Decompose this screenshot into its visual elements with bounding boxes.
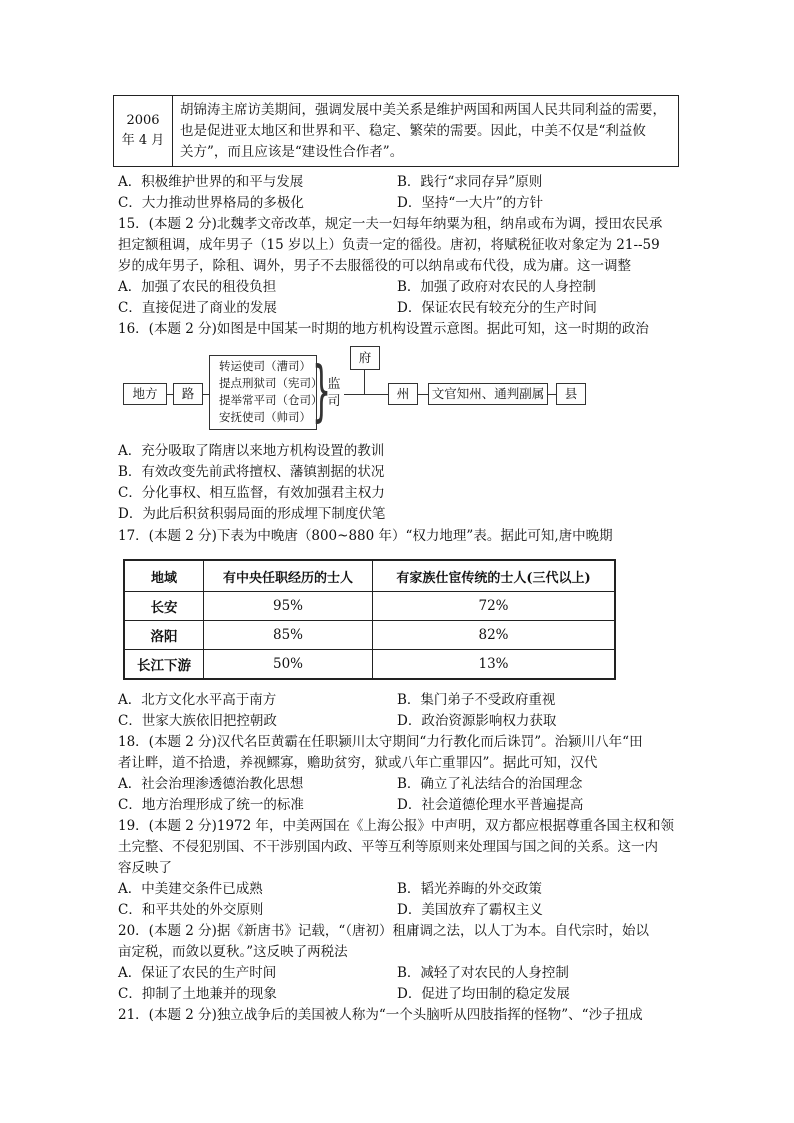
option-b: B．有效改变先前武将擅权、藩镇割据的状况 bbox=[118, 464, 385, 480]
option-b: B．韬光养晦的外交政策 bbox=[397, 881, 542, 897]
table-header: 地域 bbox=[124, 560, 204, 592]
office-zhuanyun: 转运使司（漕司） bbox=[219, 359, 311, 373]
date-cell bbox=[114, 96, 173, 166]
option-c: C．分化事权、相互监督，有效加强君主权力 bbox=[118, 485, 385, 501]
table-row bbox=[124, 621, 615, 650]
option-d: D．保证农民有较充分的生产时间 bbox=[397, 300, 597, 316]
table-row bbox=[124, 650, 615, 680]
option-a: A．中美建交条件已成熟 bbox=[118, 881, 263, 897]
question-stem: 岁的成年男子，除租、调外，男子不去服徭役的可以纳帛或布代役，成为庸。这一调整 bbox=[118, 258, 631, 274]
question-stem: 担定额租调，成年男子（15 岁以上）负责一定的徭役。唐初，将赋税征收对象定为 21--59 bbox=[118, 237, 660, 253]
option-a: A．北方文化水平高于南方 bbox=[118, 692, 277, 708]
option-d: D．政治资源影响权力获取 bbox=[397, 713, 557, 729]
box-difang: 地方 bbox=[123, 383, 167, 405]
power-geography-table bbox=[123, 559, 616, 680]
option-a: A．社会治理渗透德治教化思想 bbox=[118, 776, 304, 792]
date-month: 年 4 月 bbox=[121, 133, 165, 148]
box-fu: 府 bbox=[350, 346, 380, 370]
table-cell: 82% bbox=[373, 621, 616, 650]
question-stem: 亩定税，而敛以夏秋。”这反映了两税法 bbox=[118, 944, 348, 960]
table-header: 有中央任职经历的士人 bbox=[204, 560, 373, 592]
option-a: A．积极维护世界的和平与发展 bbox=[118, 174, 304, 190]
connector bbox=[364, 370, 365, 394]
question-stem: 容反映了 bbox=[118, 860, 172, 876]
option-c: C．抑制了土地兼并的现象 bbox=[118, 986, 277, 1002]
table-header: 有家族仕宦传统的士人(三代以上) bbox=[373, 560, 616, 592]
question-stem: 17．(本题 2 分)下表为中晚唐（800~880 年）“权力地理”表。据此可知,唐中晚期 bbox=[118, 528, 613, 544]
table-cell: 95% bbox=[204, 592, 373, 621]
option-b: B．减轻了对农民的人身控制 bbox=[397, 965, 569, 981]
question-stem: 16．(本题 2 分)如图是中国某一时期的地方机构设置示意图。据此可知，这一时期的政治 bbox=[118, 321, 649, 337]
option-d: D．为此后积贫积弱局面的形成埋下制度伏笔 bbox=[118, 506, 386, 522]
material-line: 胡锦涛主席访美期间，强调发展中美关系是维护两国和两国人民共同利益的需要， bbox=[180, 102, 666, 118]
box-lu: 路 bbox=[173, 383, 203, 405]
option-b: B．加强了政府对农民的人身控制 bbox=[397, 279, 596, 295]
option-c: C．和平共处的外交原则 bbox=[118, 902, 264, 918]
table-cell: 长江下游 bbox=[124, 650, 204, 680]
question-stem: 者让畔，道不拾遗，养视鳏寡，赡助贫穷，狱或八年亡重罪囚”。据此可知，汉代 bbox=[118, 755, 598, 771]
material-text-cell bbox=[180, 100, 675, 163]
option-b: B．践行“求同存异”原则 bbox=[397, 174, 543, 190]
option-a: A．充分吸取了隋唐以来地方机构设置的教训 bbox=[118, 443, 385, 459]
option-c: C．地方治理形成了统一的标准 bbox=[118, 797, 304, 813]
table-cell: 85% bbox=[204, 621, 373, 650]
office-tidianxingyu: 提点刑狱司（宪司） bbox=[219, 376, 323, 390]
option-d: D．促进了均田制的稳定发展 bbox=[397, 986, 570, 1002]
option-d: D．坚持“一大片”的方针 bbox=[397, 195, 544, 211]
box-zhou: 州 bbox=[388, 383, 418, 405]
option-b: B．集门弟子不受政府重视 bbox=[397, 692, 556, 708]
table-row bbox=[124, 592, 615, 621]
option-a: A．保证了农民的生产时间 bbox=[118, 965, 277, 981]
question-stem: 15．(本题 2 分)北魏孝文帝改革，规定一夫一妇每年纳粟为租，纳帛或布为调，授田农民承 bbox=[118, 216, 663, 232]
office-anfu: 安抚使司（帅司） bbox=[219, 410, 311, 424]
question-stem: 20．(本题 2 分)据《新唐书》记载，“（唐初）租庸调之法，以人丁为本。自代宗时，始以 bbox=[118, 923, 650, 939]
option-c: C．直接促进了商业的发展 bbox=[118, 300, 277, 316]
table-cell: 13% bbox=[373, 650, 616, 680]
office-tijuchangping: 提举常平司（仓司） bbox=[219, 393, 323, 407]
option-b: B．确立了礼法结合的治国理念 bbox=[397, 776, 583, 792]
material-line: 也是促进亚太地区和世界和平、稳定、繁荣的需要。因此，中美不仅是“利益攸 bbox=[180, 123, 646, 139]
material-line: 关方”，而且应该是“建设性合作者”。 bbox=[180, 144, 404, 160]
question-stem: 18．(本题 2 分)汉代名臣黄霸在任职颍川太守期间“力行教化而后诛罚”。治颍川八年“田 bbox=[118, 734, 643, 750]
option-d: D．美国放弃了霸权主义 bbox=[397, 902, 543, 918]
box-wenguan: 文官知州、通判副属 bbox=[428, 383, 548, 405]
question-stem: 土完整、不侵犯别国、不干涉别国内政、平等互利等原则来处理国与国之间的关系。这一内 bbox=[118, 839, 658, 855]
date-year: 2006 bbox=[126, 113, 160, 128]
table-cell: 洛阳 bbox=[124, 621, 204, 650]
connector bbox=[344, 394, 388, 395]
table-cell: 72% bbox=[373, 592, 616, 621]
box-xian: 县 bbox=[556, 383, 586, 405]
table-cell: 长安 bbox=[124, 592, 204, 621]
label-jiansi: 监 司 bbox=[327, 377, 341, 409]
connector bbox=[418, 394, 428, 395]
option-d: D．社会道德伦理水平普遍提高 bbox=[397, 797, 584, 813]
option-c: C．大力推动世界格局的多极化 bbox=[118, 195, 304, 211]
material-table-q14 bbox=[113, 95, 679, 167]
option-a: A．加强了农民的租役负担 bbox=[118, 279, 277, 295]
option-c: C．世家大族依旧把控朝政 bbox=[118, 713, 277, 729]
connector bbox=[548, 394, 556, 395]
question-stem: 19．(本题 2 分)1972 年，中美两国在《上海公报》中声明，双方都应根据尊重各国主权和领 bbox=[118, 818, 675, 834]
brace-icon: } bbox=[312, 353, 332, 431]
question-stem: 21．(本题 2 分)独立战争后的美国被人称为“一个头脑听从四肢指挥的怪物”、“沙子扭成 bbox=[118, 1007, 643, 1023]
table-cell: 50% bbox=[204, 650, 373, 680]
